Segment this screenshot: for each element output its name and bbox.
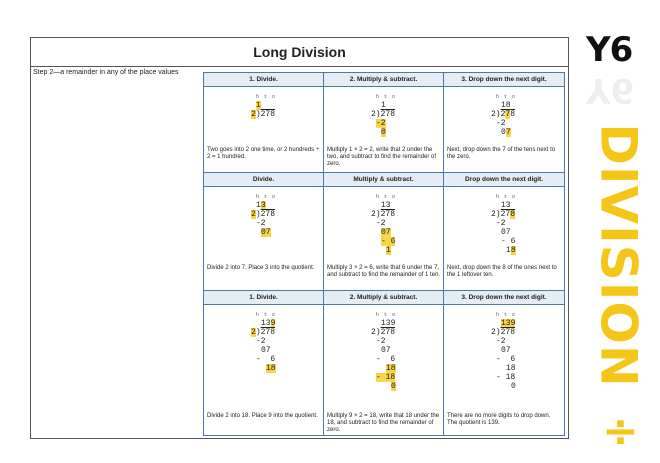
- subtract-line: -2: [496, 219, 506, 228]
- dividend-line: 2)278: [251, 328, 276, 337]
- quotient: 139: [381, 319, 396, 328]
- quotient: 139: [501, 319, 516, 328]
- quotient: 13: [256, 201, 266, 210]
- dividend-line: 2)278: [491, 210, 516, 219]
- cell-r3-c1: [204, 305, 324, 435]
- quotient: 13: [501, 201, 511, 210]
- cell-r3-c3: [444, 305, 564, 435]
- step-caption: Next, drop down the 8 of the ones next to the 1 leftover ten.: [447, 265, 557, 278]
- subtract-line: -2: [376, 337, 386, 346]
- subtract-line: -2: [376, 219, 386, 228]
- remainder: 0: [391, 382, 396, 391]
- place-value-header: h t o: [376, 194, 397, 200]
- subtract-line: -2: [496, 119, 506, 128]
- remainder: 18: [506, 364, 516, 373]
- header-drop: 3. Drop down the next digit.: [444, 73, 564, 87]
- header-drop: Drop down the next digit.: [444, 173, 564, 187]
- remainder: 07: [381, 346, 391, 355]
- division-word-text: DIVISION: [589, 123, 648, 388]
- remainder: 07: [501, 346, 511, 355]
- subtract-line: - 6: [256, 355, 276, 364]
- header-drop: 3. Drop down the next digit.: [444, 291, 564, 305]
- step-label: Step 2—a remainder in any of the place values: [33, 69, 179, 76]
- quotient: 139: [261, 319, 276, 328]
- steps-table: [203, 72, 565, 436]
- header-multiply: Multiply & subtract.: [324, 173, 444, 187]
- subtract-line: - 6: [501, 237, 516, 246]
- header-divide: 1. Divide.: [204, 291, 324, 305]
- dividend-line: 2)278: [371, 110, 396, 119]
- step-caption: Divide 2 into 18. Place 9 into the quotient.: [207, 413, 318, 419]
- remainder: 18: [386, 364, 396, 373]
- step-caption: There are no more digits to drop down. The quotient is 139.: [447, 413, 551, 426]
- subtract-line: - 6: [376, 355, 396, 364]
- dividend-line: 2)278: [491, 110, 516, 119]
- step-caption: Next, drop down the 7 of the tens next to the zero.: [447, 147, 556, 160]
- remainder: 1: [386, 246, 391, 255]
- subtract-line: -2: [256, 337, 266, 346]
- subtract-line: - 18: [376, 373, 396, 382]
- quotient: 13: [381, 201, 391, 210]
- step-caption: Multiply 3 × 2 = 6, write that 6 under the 7, and subtract to find the remainder of 1 ten.: [327, 265, 441, 278]
- remainder: 07: [501, 128, 511, 137]
- division-word: [589, 108, 648, 398]
- cell-r3-c2: [324, 305, 444, 435]
- dividend-line: 2)278: [251, 210, 276, 219]
- header-divide: Divide.: [204, 173, 324, 187]
- header-multiply: 2. Multiply & subtract.: [324, 291, 444, 305]
- worksheet: [30, 37, 569, 439]
- subtract-line: - 6: [496, 355, 516, 364]
- step-caption: Two goes into 2 one time, or 2 hundreds ÷ 2 = 1 hundred.: [207, 147, 320, 160]
- subtract-line: -2: [256, 219, 266, 228]
- subtract-line: - 6: [381, 237, 396, 246]
- quotient: 1: [381, 101, 386, 110]
- remainder: 07: [501, 228, 511, 237]
- place-value-header: h t o: [256, 94, 277, 100]
- step-caption: Multiply 9 × 2 = 18, write that 18 under the 18, and subtract to find the remainder of zero.: [327, 413, 440, 433]
- remainder: 18: [266, 364, 276, 373]
- place-value-header: h t o: [496, 194, 517, 200]
- place-value-header: h t o: [376, 94, 397, 100]
- remainder: 07: [261, 346, 271, 355]
- subtract-line: -2: [496, 337, 506, 346]
- cell-r2-c1: [204, 187, 324, 291]
- cell-r2-c3: [444, 187, 564, 291]
- cell-r2-c2: [324, 187, 444, 291]
- dividend-line: 2)278: [371, 328, 396, 337]
- quotient: 18: [501, 101, 511, 110]
- cell-r1-c2: [324, 87, 444, 173]
- remainder: 18: [506, 246, 516, 255]
- remainder: 07: [381, 228, 391, 237]
- cell-r1-c3: [444, 87, 564, 173]
- remainder: 0: [511, 382, 516, 391]
- place-value-header: h t o: [496, 94, 517, 100]
- quotient: 1: [256, 101, 261, 110]
- year-label: Y6: [586, 30, 633, 70]
- year-reflection: Y6: [586, 70, 635, 110]
- header-divide: 1. Divide.: [204, 73, 324, 87]
- cell-r1-c1: [204, 87, 324, 173]
- remainder: 0: [381, 128, 386, 137]
- dividend-line: 2)278: [371, 210, 396, 219]
- place-value-header: h t o: [376, 312, 397, 318]
- header-multiply: 2. Multiply & subtract.: [324, 73, 444, 87]
- step-caption: Divide 2 into 7. Place 3 into the quotient.: [207, 265, 315, 271]
- subtract-line: - 18: [496, 373, 516, 382]
- step-caption: Multiply 1 × 2 = 2, write that 2 under the two, and subtract to find the remainder of zero.: [327, 147, 437, 167]
- place-value-header: h t o: [496, 312, 517, 318]
- place-value-header: h t o: [256, 194, 277, 200]
- page-title: Long Division: [31, 38, 568, 67]
- dividend-line: 2)278: [491, 328, 516, 337]
- dividend-line: 2)278: [251, 110, 276, 119]
- remainder: 07: [261, 228, 271, 237]
- sidebar-banner: [578, 0, 660, 463]
- subtract-line: -2: [376, 119, 386, 128]
- place-value-header: h t o: [256, 312, 277, 318]
- divide-symbol-icon: ÷: [602, 406, 639, 457]
